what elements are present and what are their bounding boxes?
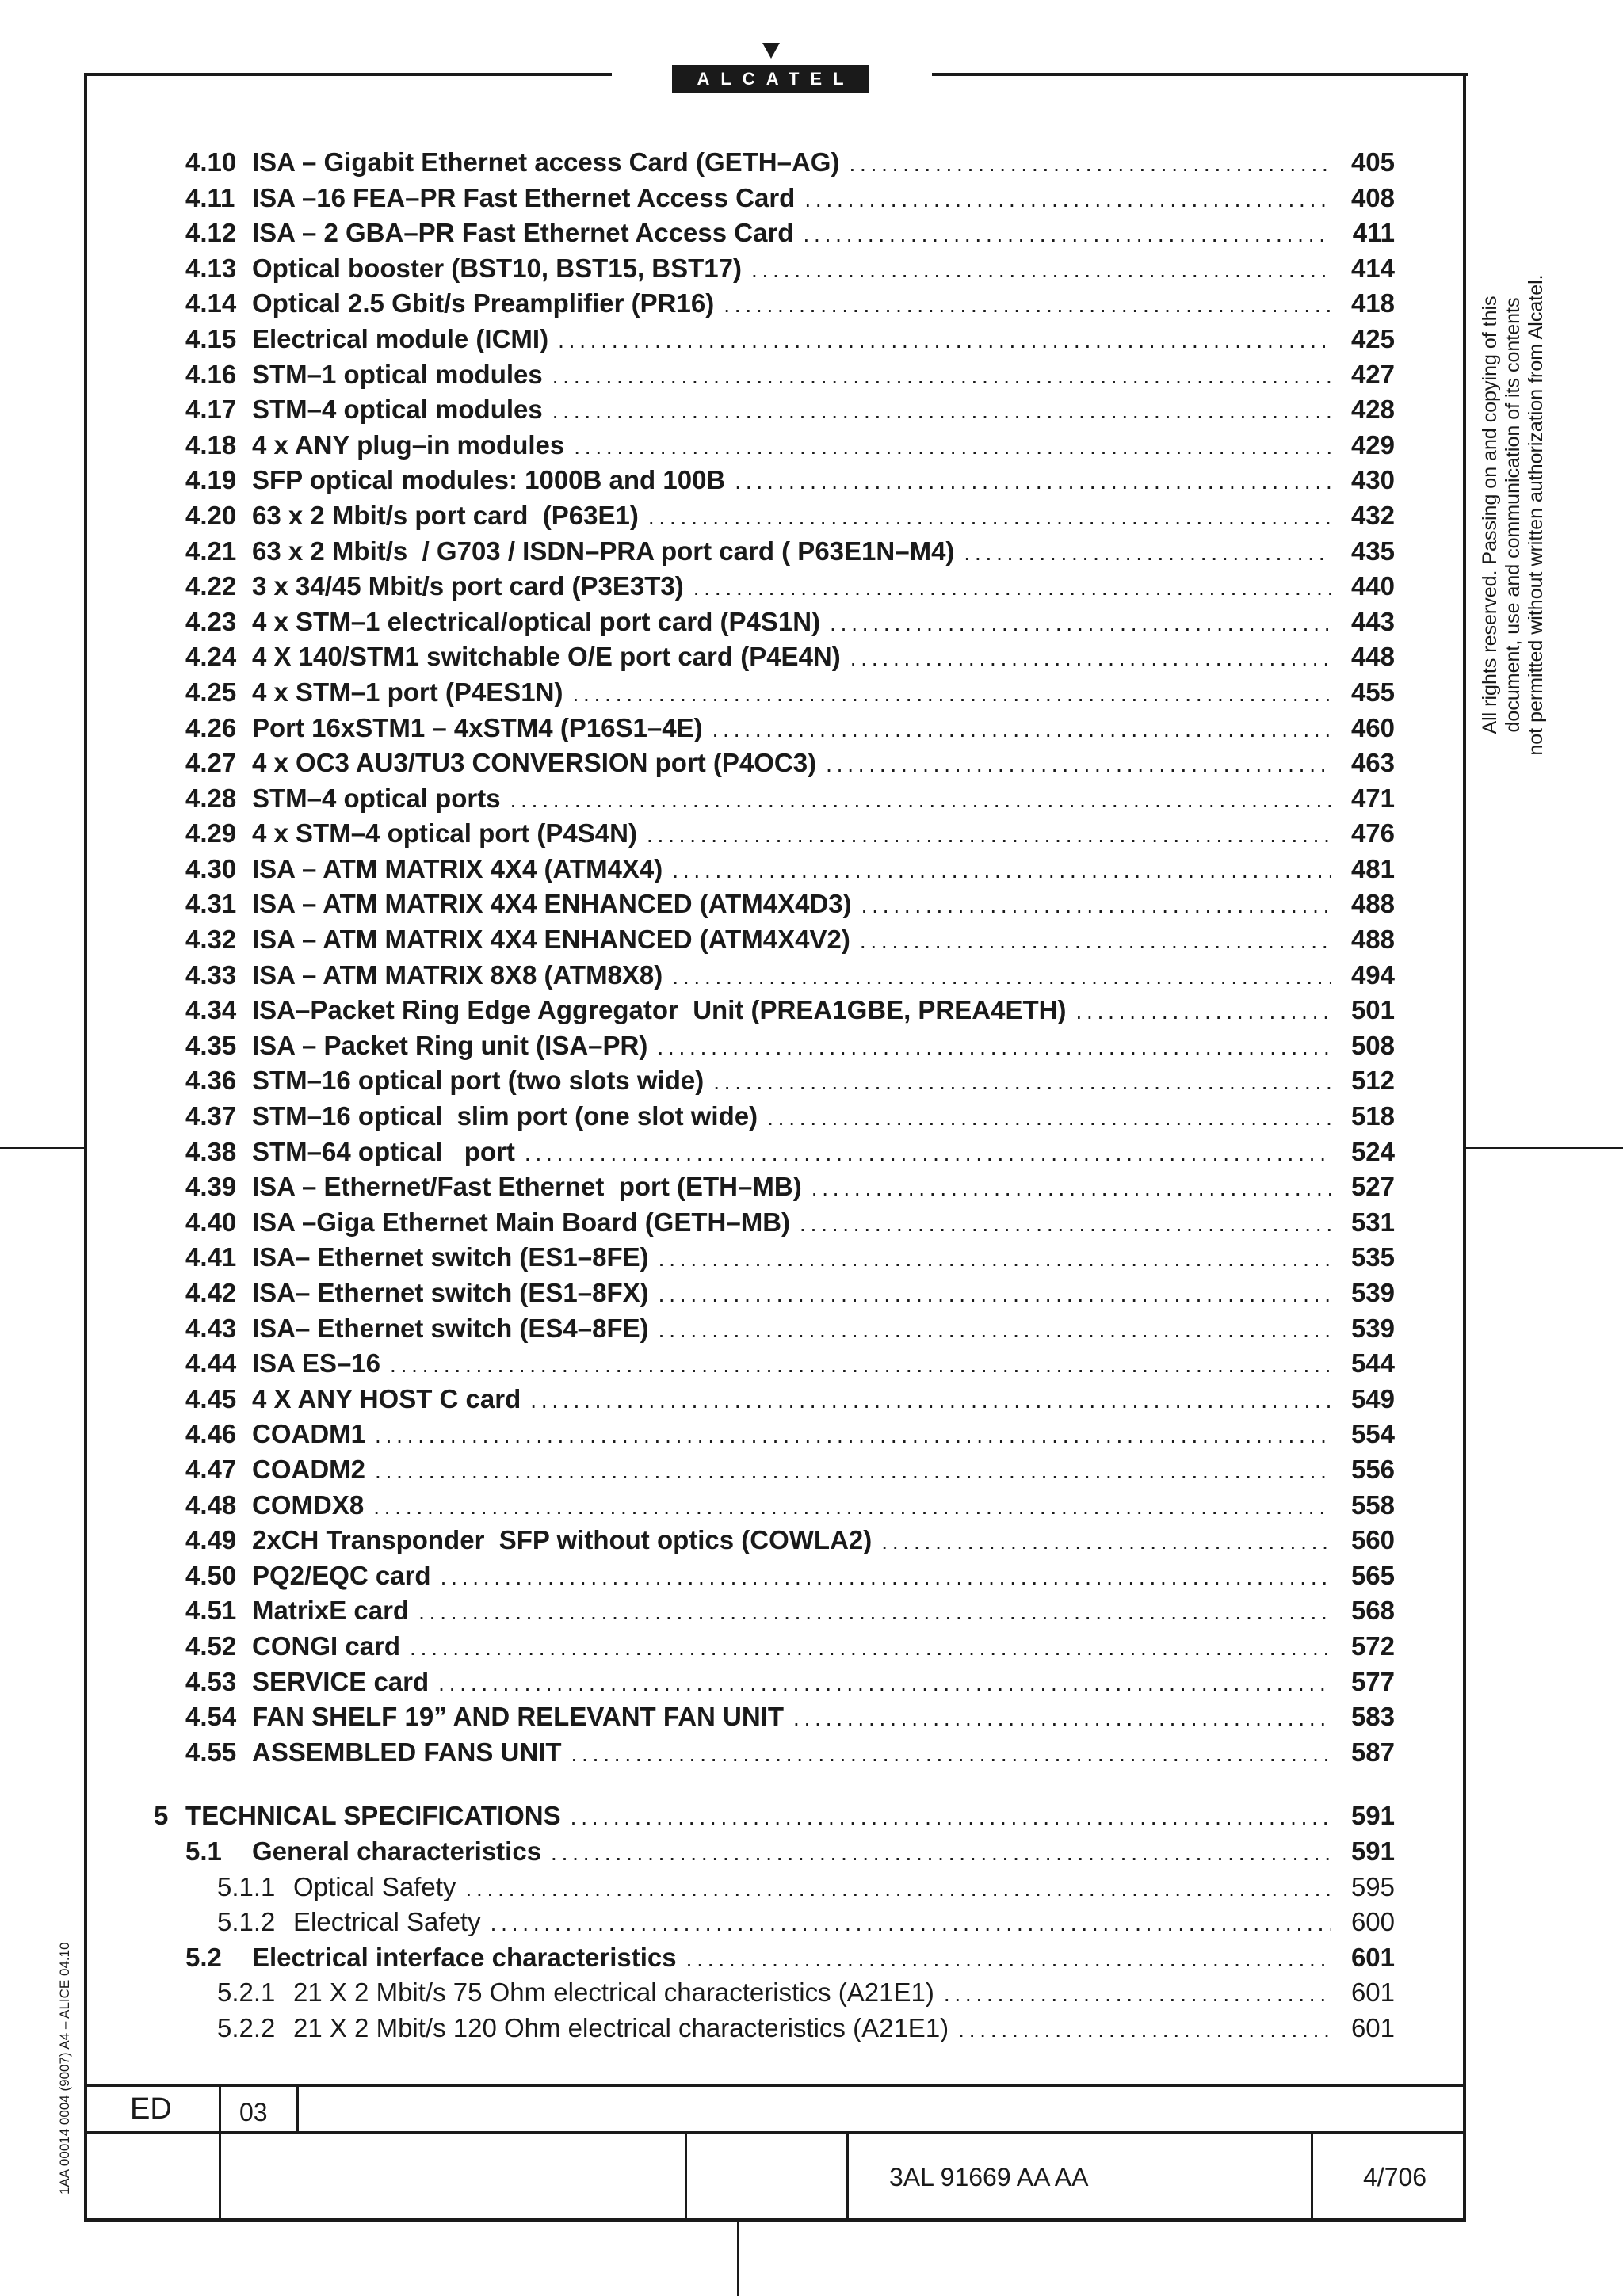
toc-leader-dots [525, 1141, 1331, 1166]
toc-page: 512 [1350, 1066, 1395, 1096]
logo-arrow-icon [762, 43, 780, 59]
toc-page: 488 [1350, 889, 1395, 919]
toc-page: 527 [1350, 1172, 1395, 1202]
toc-number: 5.2.1 [217, 1978, 276, 2008]
toc-leader-dots [438, 1671, 1331, 1696]
toc-entry [151, 360, 1395, 395]
toc-entry [151, 1242, 1395, 1278]
toc-entry [151, 324, 1395, 360]
footer-divider [296, 2084, 299, 2133]
toc-page: 539 [1350, 1278, 1395, 1307]
toc-number: 4.46 [185, 1419, 237, 1449]
toc-entry [151, 1419, 1395, 1455]
toc-title: 4 x OC3 AU3/TU3 CONVERSION port (P4OC3) [252, 748, 817, 778]
toc-entry [151, 1314, 1395, 1349]
toc-title: 4 x STM–1 electrical/optical port card (P4S1N) [252, 606, 821, 636]
toc-title: ISA – Ethernet/Fast Ethernet port (ETH–MB) [252, 1172, 802, 1202]
toc-entry [151, 430, 1395, 466]
toc-page: 432 [1350, 500, 1395, 530]
toc-entry [151, 677, 1395, 713]
toc-page: 460 [1350, 712, 1395, 742]
toc-title: Electrical module (ICMI) [252, 323, 549, 353]
toc-entry [151, 1101, 1395, 1137]
toc-leader-dots [465, 1876, 1331, 1901]
toc-number: 5.1.2 [217, 1907, 276, 1937]
toc-title: Optical booster (BST10, BST15, BST17) [252, 253, 742, 283]
toc-number: 4.34 [185, 995, 237, 1025]
toc-number: 4.13 [185, 253, 237, 283]
toc-entry [151, 1137, 1395, 1173]
toc-page: 601 [1350, 1978, 1395, 2008]
toc-entry [151, 889, 1395, 925]
toc-title: Port 16xSTM1 – 4xSTM4 (P16S1–4E) [252, 712, 703, 742]
toc-leader-dots [574, 434, 1331, 460]
toc-page: 524 [1350, 1136, 1395, 1166]
toc-page: 408 [1350, 182, 1395, 212]
toc-title: ISA–Packet Ring Edge Aggregator Unit (PREA1GBE, PREA4ETH) [252, 995, 1067, 1025]
toc-number: 4.33 [185, 959, 237, 990]
toc-leader-dots [648, 505, 1331, 530]
toc-number: 4.10 [185, 147, 237, 177]
toc-page: 463 [1350, 748, 1395, 778]
toc-title: PQ2/EQC card [252, 1560, 431, 1590]
toc-title: COADM2 [252, 1454, 366, 1484]
toc-entry [151, 1455, 1395, 1490]
toc-page: 481 [1350, 853, 1395, 883]
toc-title: STM–4 optical ports [252, 783, 501, 813]
toc-leader-dots [713, 1070, 1331, 1095]
toc-entry [151, 818, 1395, 854]
toc-entry [151, 1596, 1395, 1631]
toc-number: 4.36 [185, 1066, 237, 1096]
toc-number: 4.54 [185, 1702, 237, 1732]
toc-entry [151, 1978, 1395, 2013]
toc-leader-dots [491, 1911, 1331, 1936]
toc-number: 4.40 [185, 1207, 237, 1237]
toc-entry [151, 501, 1395, 536]
toc-leader-dots [659, 1246, 1331, 1272]
edition-value: 03 [239, 2098, 268, 2126]
toc-leader-dots [510, 788, 1331, 813]
toc-entry [151, 1667, 1395, 1703]
toc-leader-dots [571, 1741, 1331, 1767]
toc-title: Electrical Safety [293, 1907, 481, 1937]
copyright-line: All rights reserved. Passing on and copying of this [1479, 296, 1501, 734]
toc-page: 535 [1350, 1242, 1395, 1272]
toc-number: 4.24 [185, 642, 237, 672]
frame-left [84, 73, 87, 2222]
toc-number: 4.25 [185, 677, 237, 707]
toc-title: COADM1 [252, 1419, 366, 1449]
logo-text: ALCATEL [672, 65, 869, 93]
toc-number: 4.52 [185, 1630, 237, 1661]
toc-page: 518 [1350, 1101, 1395, 1131]
toc-entry [151, 1836, 1395, 1872]
toc-entry [151, 1207, 1395, 1243]
toc-entry [151, 1872, 1395, 1908]
toc-page: 544 [1350, 1348, 1395, 1379]
toc-page: 405 [1350, 147, 1395, 177]
toc-leader-dots [375, 1423, 1331, 1448]
toc-leader-dots [552, 399, 1331, 424]
toc-number: 4.41 [185, 1242, 237, 1272]
footer-stem [737, 2222, 739, 2296]
toc-entry [151, 183, 1395, 219]
toc-entry [151, 642, 1395, 677]
toc-entry [151, 465, 1395, 501]
toc-entry [151, 1066, 1395, 1101]
toc-number: 4.50 [185, 1560, 237, 1590]
toc-number: 4.20 [185, 500, 237, 530]
toc-number: 4.21 [185, 536, 237, 566]
toc-page: 501 [1350, 995, 1395, 1025]
toc-leader-dots [373, 1494, 1331, 1520]
toc-leader-dots [849, 151, 1331, 177]
toc-entry [151, 1907, 1395, 1943]
toc-number: 4.26 [185, 712, 237, 742]
toc-entry [151, 2013, 1395, 2049]
toc-page: 435 [1350, 536, 1395, 566]
toc-page: 558 [1350, 1489, 1395, 1520]
page-number: 4/706 [1363, 2163, 1427, 2191]
toc-leader-dots [571, 1805, 1331, 1830]
toc-entry [151, 1525, 1395, 1561]
toc-leader-dots [375, 1459, 1331, 1484]
toc-title: General characteristics [252, 1836, 542, 1866]
toc-title: 63 x 2 Mbit/s / G703 / ISDN–PRA port card ( P63E1N–M4) [252, 536, 955, 566]
toc-number: 4.43 [185, 1313, 237, 1343]
toc-page: 427 [1350, 359, 1395, 389]
toc-title: SERVICE card [252, 1666, 430, 1696]
toc-leader-dots [558, 328, 1331, 353]
fold-mark-right [1466, 1147, 1623, 1149]
toc-number: 4.23 [185, 606, 237, 636]
toc-page: 476 [1350, 818, 1395, 849]
toc-title: ISA ES–16 [252, 1348, 381, 1379]
toc-leader-dots [686, 1947, 1331, 1972]
toc-leader-dots [418, 1600, 1331, 1625]
toc-leader-dots [944, 1981, 1331, 2007]
toc-leader-dots [860, 929, 1331, 954]
toc-number: 4.42 [185, 1278, 237, 1307]
toc-entry [151, 1943, 1395, 1978]
toc-title: ISA– Ethernet switch (ES4–8FE) [252, 1313, 649, 1343]
toc-title: ISA – ATM MATRIX 4X4 ENHANCED (ATM4X4D3) [252, 889, 852, 919]
toc-page: 577 [1350, 1666, 1395, 1696]
toc-entry [151, 571, 1395, 607]
toc-leader-dots [672, 858, 1331, 883]
toc-title: ISA – ATM MATRIX 4X4 (ATM4X4) [252, 853, 663, 883]
toc-title: ISA – 2 GBA–PR Fast Ethernet Access Card [252, 218, 794, 248]
toc-page: 539 [1350, 1313, 1395, 1343]
toc-entry [151, 925, 1395, 960]
toc-title: STM–64 optical port [252, 1136, 515, 1166]
toc-page: 425 [1350, 323, 1395, 353]
toc-leader-dots [712, 717, 1331, 742]
toc-number: 4.44 [185, 1348, 237, 1379]
toc-number: 5.1 [185, 1836, 222, 1866]
toc-number: 4.16 [185, 359, 237, 389]
toc-title: Optical 2.5 Gbit/s Preamplifier (PR16) [252, 288, 715, 318]
toc-leader-dots [410, 1635, 1331, 1661]
toc-leader-dots [693, 575, 1331, 601]
footer-rule-mid [84, 2131, 1466, 2134]
toc-number: 4.19 [185, 465, 237, 495]
toc-number: 4.15 [185, 323, 237, 353]
copyright-notice [1479, 238, 1548, 792]
toc-title: ISA –Giga Ethernet Main Board (GETH–MB) [252, 1207, 791, 1237]
toc-page: 443 [1350, 606, 1395, 636]
toc-page: 568 [1350, 1596, 1395, 1626]
toc-entry [151, 147, 1395, 183]
toc-page: 418 [1350, 288, 1395, 318]
toc-leader-dots [850, 646, 1331, 671]
toc-page: 560 [1350, 1525, 1395, 1555]
toc-page: 556 [1350, 1454, 1395, 1484]
toc-page: 601 [1350, 2012, 1395, 2042]
toc-title: 63 x 2 Mbit/s port card (P63E1) [252, 500, 639, 530]
toc-number: 4.28 [185, 783, 237, 813]
toc-number: 4.38 [185, 1136, 237, 1166]
toc-entry [151, 995, 1395, 1031]
toc-title: COMDX8 [252, 1489, 365, 1520]
toc-leader-dots [861, 893, 1331, 918]
toc-page: 508 [1350, 1030, 1395, 1060]
toc-page: 448 [1350, 642, 1395, 672]
toc-title: STM–16 optical slim port (one slot wide) [252, 1101, 758, 1131]
toc-number: 4.55 [185, 1737, 237, 1767]
toc-title: 2xCH Transponder SFP without optics (COWLA2) [252, 1525, 873, 1555]
toc-entry [151, 536, 1395, 572]
toc-number: 4.17 [185, 395, 237, 425]
toc-number: 5.2 [185, 1942, 222, 1972]
toc-page: 471 [1350, 783, 1395, 813]
toc-entry [151, 1384, 1395, 1420]
toc-page: 572 [1350, 1630, 1395, 1661]
toc-title: 21 X 2 Mbit/s 120 Ohm electrical characteristics (A21E1) [293, 2012, 949, 2042]
toc-page: 414 [1350, 253, 1395, 283]
toc-leader-dots [826, 752, 1331, 777]
toc-leader-dots [830, 611, 1331, 636]
toc-entry [151, 1737, 1395, 1773]
document-code: 3AL 91669 AA AA [889, 2163, 1089, 2191]
toc-page: 601 [1350, 1942, 1395, 1972]
toc-entry [151, 960, 1395, 996]
footer-divider [1311, 2131, 1313, 2220]
toc-number: 4.48 [185, 1489, 237, 1520]
toc-leader-dots [552, 364, 1331, 389]
toc-title: 4 x STM–4 optical port (P4S4N) [252, 818, 637, 849]
toc-page: 583 [1350, 1702, 1395, 1732]
toc-leader-dots [812, 1176, 1331, 1201]
toc-page: 595 [1350, 1871, 1395, 1901]
toc-number: 4.37 [185, 1101, 237, 1131]
toc-number: 4.39 [185, 1172, 237, 1202]
footer-divider [846, 2131, 849, 2220]
toc-page: 591 [1350, 1836, 1395, 1866]
toc-title: 3 x 34/45 Mbit/s port card (P3E3T3) [252, 571, 684, 601]
toc-title: ISA– Ethernet switch (ES1–8FX) [252, 1278, 649, 1307]
toc-number: 5.2.2 [217, 2012, 276, 2042]
toc-leader-dots [572, 681, 1331, 707]
toc-leader-dots [659, 1318, 1331, 1343]
toc-page: 554 [1350, 1419, 1395, 1449]
toc-leader-dots [530, 1388, 1331, 1413]
toc-title: 21 X 2 Mbit/s 75 Ohm electrical characteristics (A21E1) [293, 1978, 934, 2008]
toc-number: 4.22 [185, 571, 237, 601]
toc-number: 5 [154, 1801, 169, 1831]
toc-entry [151, 1172, 1395, 1207]
toc-entry [151, 395, 1395, 430]
toc-entry [151, 1631, 1395, 1667]
toc-entry [151, 1490, 1395, 1526]
toc-leader-dots [659, 1282, 1331, 1307]
toc-title: ASSEMBLED FANS UNIT [252, 1737, 562, 1767]
toc-title: ISA– Ethernet switch (ES1–8FE) [252, 1242, 649, 1272]
toc-title: SFP optical modules: 1000B and 100B [252, 465, 726, 495]
toc-number: 4.49 [185, 1525, 237, 1555]
toc-leader-dots [672, 964, 1331, 990]
toc-leader-dots [735, 469, 1331, 494]
toc-number: 4.29 [185, 818, 237, 849]
toc-number: 4.30 [185, 853, 237, 883]
toc-page: 531 [1350, 1207, 1395, 1237]
edition-label: ED [130, 2092, 172, 2126]
toc-title: 4 x ANY plug–in modules [252, 429, 565, 460]
toc-number: 5.1.1 [217, 1871, 276, 1901]
toc-page: 430 [1350, 465, 1395, 495]
toc-leader-dots [441, 1565, 1331, 1590]
toc-entry [151, 1031, 1395, 1066]
toc-page: 549 [1350, 1383, 1395, 1413]
copyright-line: not permitted without written authorization from Alcatel. [1525, 274, 1547, 756]
toc-page: 428 [1350, 395, 1395, 425]
alcatel-logo [672, 38, 869, 95]
footer-divider [685, 2131, 687, 2220]
toc-leader-dots [964, 540, 1331, 566]
toc-title: 4 X ANY HOST C card [252, 1383, 521, 1413]
toc-leader-dots [657, 1035, 1331, 1060]
toc-leader-dots [958, 2017, 1331, 2042]
form-code: 1AA 00014 0004 (9007) A4 – ALICE 04.10 [57, 1942, 72, 2195]
fold-mark-left [0, 1147, 84, 1149]
frame-bottom [84, 2218, 1466, 2222]
toc-entry [151, 288, 1395, 324]
frame-top-left [84, 73, 612, 76]
toc-title: TECHNICAL SPECIFICATIONS [185, 1801, 561, 1831]
toc-entry [151, 1561, 1395, 1596]
toc-title: STM–1 optical modules [252, 359, 543, 389]
toc-title: MatrixE card [252, 1596, 410, 1626]
toc-page: 587 [1350, 1737, 1395, 1767]
toc-number: 4.14 [185, 288, 237, 318]
toc-number: 4.31 [185, 889, 237, 919]
toc-title: FAN SHELF 19” AND RELEVANT FAN UNIT [252, 1702, 785, 1732]
toc-title: ISA – Gigabit Ethernet access Card (GETH–AG) [252, 147, 840, 177]
toc-leader-dots [551, 1840, 1331, 1866]
toc-number: 4.53 [185, 1666, 237, 1696]
toc-title: ISA – ATM MATRIX 4X4 ENHANCED (ATM4X4V2) [252, 925, 850, 955]
toc-entry [151, 254, 1395, 289]
copyright-line: document, use and communication of its contents [1502, 297, 1524, 733]
toc-entry [151, 607, 1395, 643]
toc-entry [151, 748, 1395, 784]
toc-leader-dots [751, 257, 1331, 283]
toc-leader-dots [803, 222, 1331, 247]
toc-title: Optical Safety [293, 1871, 456, 1901]
frame-top-right [932, 73, 1468, 76]
toc-number: 4.11 [185, 182, 235, 212]
toc-leader-dots [800, 1211, 1331, 1237]
toc-number: 4.47 [185, 1454, 237, 1484]
toc-number: 4.45 [185, 1383, 237, 1413]
toc-title: Electrical interface characteristics [252, 1942, 677, 1972]
toc-leader-dots [881, 1529, 1331, 1554]
toc-number: 4.12 [185, 218, 237, 248]
toc-leader-dots [767, 1105, 1331, 1131]
toc-number: 4.27 [185, 748, 237, 778]
toc-leader-dots [647, 822, 1331, 848]
toc-page: 565 [1350, 1560, 1395, 1590]
footer-divider [219, 2084, 221, 2220]
toc-leader-dots [804, 187, 1331, 212]
toc-entry [151, 854, 1395, 890]
toc-leader-dots [390, 1352, 1331, 1378]
toc-title: STM–4 optical modules [252, 395, 543, 425]
toc-page: 488 [1350, 925, 1395, 955]
toc-entry [151, 1348, 1395, 1384]
toc-number: 4.32 [185, 925, 237, 955]
toc-page: 429 [1350, 429, 1395, 460]
toc-leader-dots [1075, 999, 1331, 1024]
toc-leader-dots [793, 1706, 1331, 1731]
toc-title: 4 x STM–1 port (P4ES1N) [252, 677, 563, 707]
toc-title: CONGI card [252, 1630, 401, 1661]
toc-title: ISA – ATM MATRIX 8X8 (ATM8X8) [252, 959, 663, 990]
toc-number: 4.18 [185, 429, 237, 460]
toc-entry [151, 218, 1395, 254]
toc-leader-dots [724, 292, 1331, 318]
toc-title: ISA – Packet Ring unit (ISA–PR) [252, 1030, 648, 1060]
toc-page: 455 [1350, 677, 1395, 707]
footer-rule-top [84, 2084, 1466, 2087]
toc-number: 4.35 [185, 1030, 237, 1060]
toc-page: 600 [1350, 1907, 1395, 1937]
toc-page: 591 [1350, 1801, 1395, 1831]
toc-page: 494 [1350, 959, 1395, 990]
toc-page: 440 [1350, 571, 1395, 601]
toc-title: 4 X 140/STM1 switchable O/E port card (P4E4N) [252, 642, 841, 672]
toc-title: STM–16 optical port (two slots wide) [252, 1066, 705, 1096]
toc-entry [151, 1278, 1395, 1314]
toc-entry [151, 784, 1395, 819]
table-of-contents [151, 147, 1395, 2048]
toc-entry [151, 1702, 1395, 1737]
toc-entry [151, 713, 1395, 749]
toc-entry [151, 1801, 1395, 1836]
toc-page: 411 [1352, 218, 1395, 248]
toc-number: 4.51 [185, 1596, 237, 1626]
toc-title: ISA –16 FEA–PR Fast Ethernet Access Card [252, 182, 796, 212]
